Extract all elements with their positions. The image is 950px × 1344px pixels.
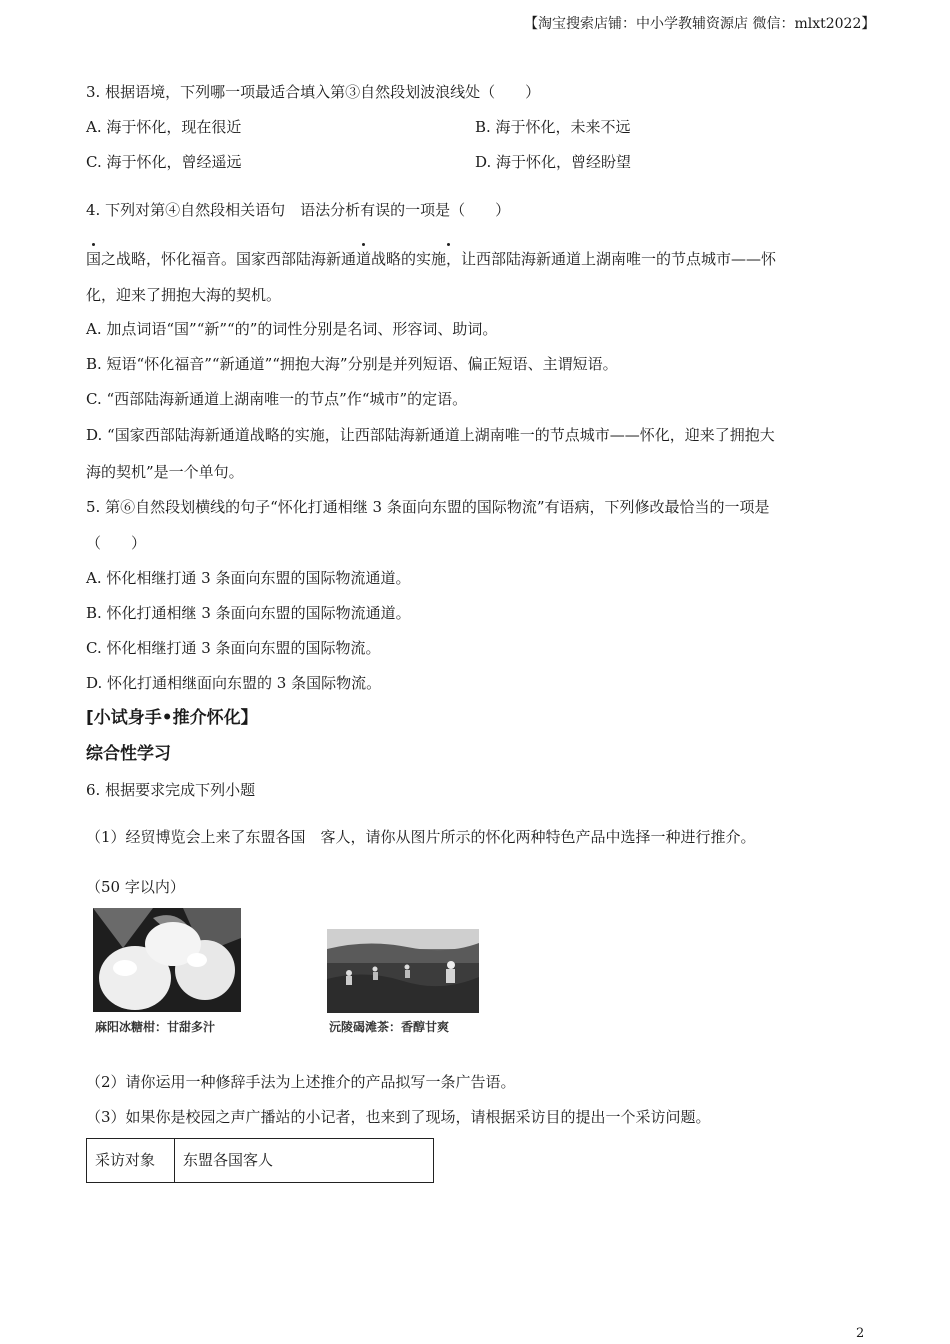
q3-option-d: D. 海于怀化，曾经盼望 — [475, 153, 632, 171]
q4-passage-line-1: 国之战略，怀化福音。国家西部陆海新通道战略的实施，让西部陆海新通道上湖南唯一的节点城市——怀 — [86, 250, 777, 268]
page-header: 【淘宝搜索店铺：中小学教辅资源店 微信：mlxt2022】 — [524, 16, 876, 32]
q5-option-b: B. 怀化打通相继 3 条面向东盟的国际物流通道。 — [86, 604, 411, 622]
interview-label: 采访对象 — [87, 1139, 175, 1183]
q6-sub1: （1）经贸博览会上来了东盟各国 客人，请你从图片所示的怀化两种特色产品中选择一种进行推介。 — [86, 828, 756, 846]
q3-option-b: B. 海于怀化，未来不远 — [475, 118, 631, 136]
q4-option-d-cont: 海的契机”是一个单句。 — [86, 463, 244, 481]
q6-sub1-limit: （50 字以内） — [86, 878, 185, 896]
emphasis-dot — [447, 243, 450, 246]
interview-table — [86, 1138, 434, 1183]
q6-sub2: （2）请你运用一种修辞手法为上述推介的产品拟写一条广告语。 — [86, 1073, 516, 1091]
q4-stem: 4. 下列对第④自然段相关语句 语法分析有误的一项是（ ） — [86, 201, 511, 219]
q5-option-a: A. 怀化相继打通 3 条面向东盟的国际物流通道。 — [86, 569, 411, 587]
q3-option-a: A. 海于怀化，现在很近 — [86, 118, 242, 136]
q4-option-c: C. “西部陆海新通道上湖南唯一的节点”作“城市”的定语。 — [86, 390, 468, 408]
q6-sub3: （3）如果你是校园之声广播站的小记者，也来到了现场，请根据采访目的提出一个采访问题。 — [86, 1108, 711, 1126]
q4-option-d: D. “国家西部陆海新通道战略的实施，让西部陆海新通道上湖南唯一的节点城市——怀化，迎来了拥抱大 — [86, 426, 775, 444]
q5-stem: 5. 第⑥自然段划横线的句子“怀化打通相继 3 条面向东盟的国际物流”有语病，下列修改最恰当的一项是 — [86, 498, 770, 516]
q3-option-c: C. 海于怀化，曾经遥远 — [86, 153, 242, 171]
oranges-caption: 麻阳冰糖柑：甘甜多汁 — [95, 1020, 216, 1034]
oranges-photo — [93, 908, 241, 1012]
q4-option-a: A. 加点词语“国”“新”“的”的词性分别是名词、形容词、助词。 — [86, 320, 498, 338]
q5-option-c: C. 怀化相继打通 3 条面向东盟的国际物流。 — [86, 639, 381, 657]
section-title: [小试身手•推介怀化】 — [86, 708, 258, 728]
tea-field-photo — [327, 929, 479, 1013]
q4-passage-line-2: 化，迎来了拥抱大海的契机。 — [86, 286, 282, 304]
subsection-title: 综合性学习 — [86, 744, 171, 764]
q6-stem: 6. 根据要求完成下列小题 — [86, 781, 256, 799]
tea-caption: 沅陵碣滩茶：香醇甘爽 — [329, 1020, 450, 1034]
emphasis-dot — [362, 243, 365, 246]
emphasis-dot — [92, 243, 95, 246]
interview-target: 东盟各国客人 — [175, 1139, 434, 1183]
q5-stem-cont: （ ） — [86, 534, 147, 552]
q5-option-d: D. 怀化打通相继面向东盟的 3 条国际物流。 — [86, 674, 382, 692]
q3-stem: 3. 根据语境，下列哪一项最适合填入第③自然段划波浪线处（ ） — [86, 83, 541, 101]
q4-option-b: B. 短语“怀化福音”“新通道”“拥抱大海”分别是并列短语、偏正短语、主谓短语。 — [86, 355, 618, 373]
page-number: 2 — [856, 1326, 865, 1341]
